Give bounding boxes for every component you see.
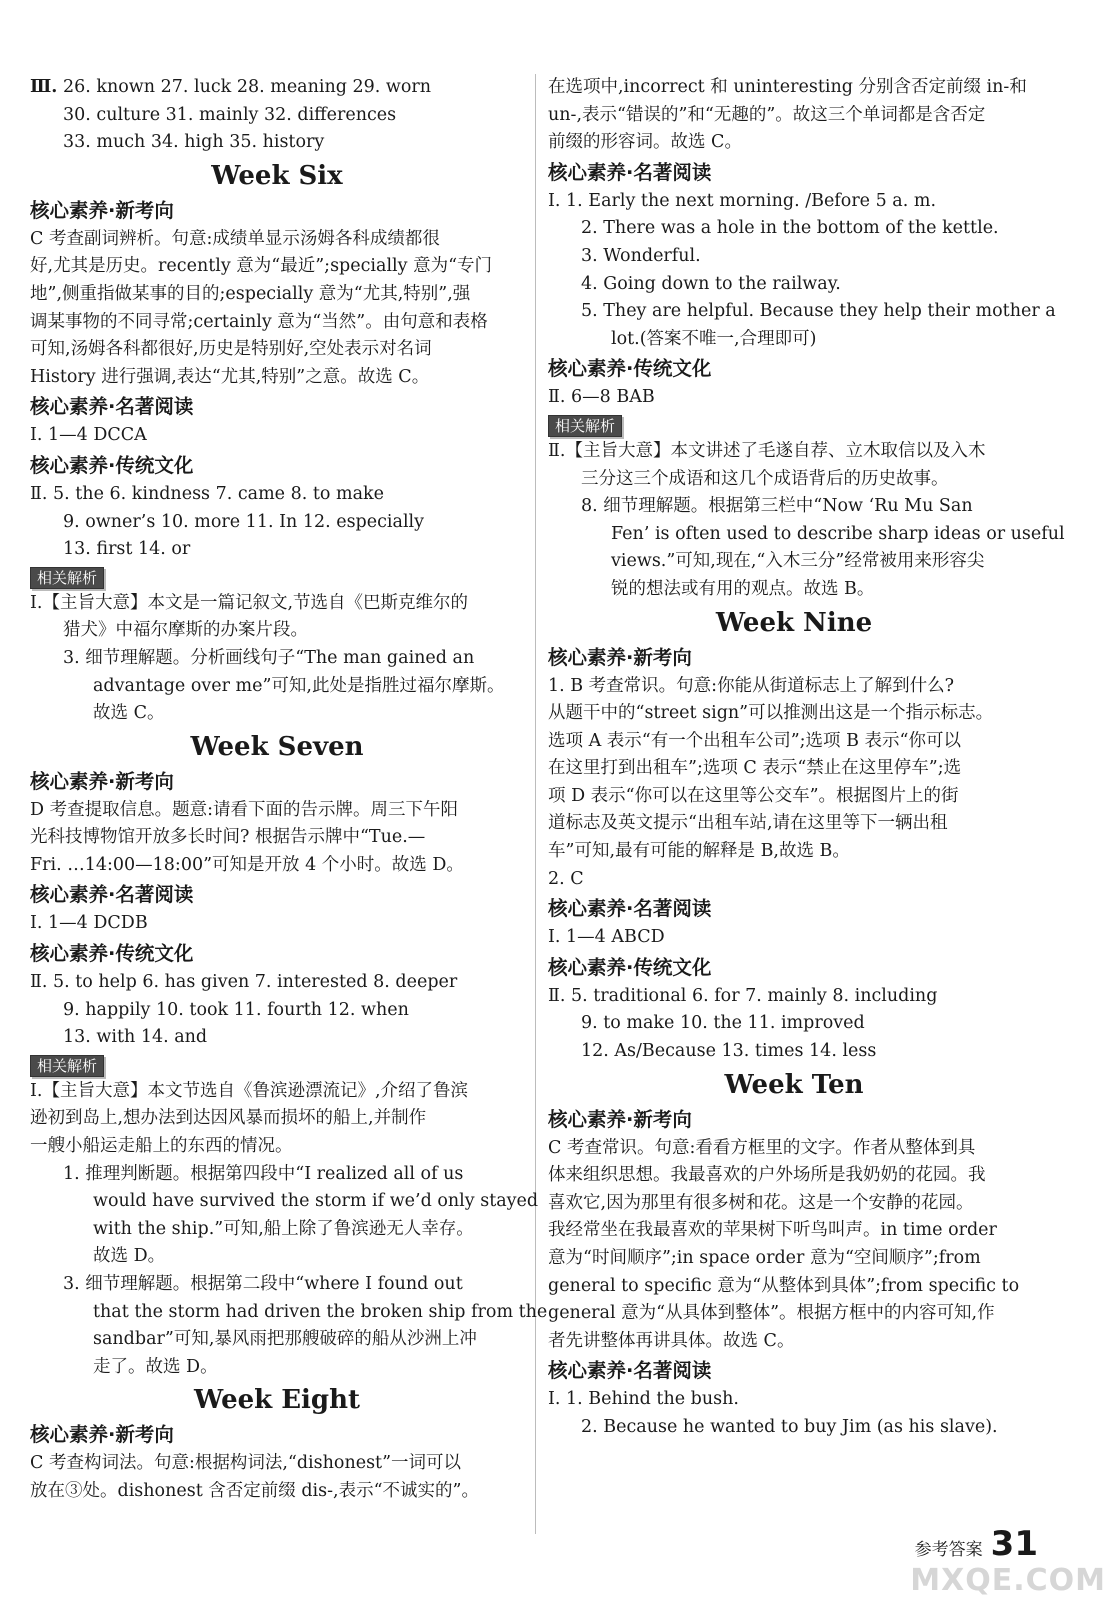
text-line: general to specific 意为“从整体到具体”;from specific to: [548, 1275, 1020, 1296]
answer-line: 2. C: [548, 868, 584, 889]
section-heading: 核心素养·传统文化: [548, 357, 712, 381]
text-line: Ⅰ.【主旨大意】本文是一篇记叙文,节选自《巴斯克维尔的: [30, 592, 469, 613]
text-line: 3. 细节理解题。根据第二段中“where I found out: [63, 1274, 463, 1294]
answer-line: 9. happily 10. took 11. fourth 12. when: [63, 999, 409, 1020]
text-line: 者先讲整体再讲具体。故选 C。: [548, 1330, 795, 1351]
answer-line: Ⅰ. 1. Behind the bush.: [548, 1389, 739, 1410]
analysis-tag: 相关解析: [548, 415, 622, 437]
text-line: 项 D 表示“你可以在这里等公交车”。根据图片上的街: [548, 785, 959, 806]
text-line: D 考查提取信息。题意:请看下面的告示牌。周三下午阳: [30, 799, 458, 820]
section-heading: 核心素养·新考向: [548, 645, 692, 669]
watermark: MXQE.COM: [910, 1563, 1106, 1598]
answer-line: Ⅰ. 1—4 DCDB: [30, 913, 148, 934]
text-line: 前缀的形容词。故选 C。: [548, 132, 742, 153]
text-line: 一艘小船运走船上的东西的情况。: [30, 1136, 293, 1157]
answer-line: 3. Wonderful.: [581, 245, 701, 266]
analysis-tag: 相关解析: [30, 567, 104, 589]
answer-line: Ⅰ. 1—4 ABCD: [548, 927, 665, 948]
text-line: 放在③处。dishonest 含否定前缀 dis-,表示“不诚实的”。: [30, 1480, 480, 1501]
text-line: 光科技博物馆开放多长时间? 根据告示牌中“Tue.—: [30, 827, 426, 848]
text-line: 在选项中,incorrect 和 uninteresting 分别含否定前缀 in-和: [548, 77, 1027, 97]
answer-line: Ⅱ. 5. traditional 6. for 7. mainly 8. including: [548, 985, 938, 1006]
text-line: C 考查常识。句意:看看方框里的文字。作者从整体到具: [548, 1137, 976, 1158]
text-line: 我经常坐在我最喜欢的苹果树下听鸟叫声。in time order: [548, 1220, 997, 1241]
section-heading: 核心素养·传统文化: [548, 955, 712, 979]
text-line: 体来组织思想。我最喜欢的户外场所是我奶奶的花园。我: [548, 1165, 986, 1186]
text-line: 逊初到岛上,想办法到达因风暴而损坏的船上,并制作: [30, 1108, 427, 1129]
week-title: Week Six: [211, 160, 343, 191]
answer-line: lot.(答案不唯一,合理即可): [611, 328, 817, 349]
text-line: C 考查副词辨析。句意:成绩单显示汤姆各科成绩都很: [30, 228, 440, 249]
text-line: Fri. …14:00—18:00”可知是开放 4 个小时。故选 D。: [30, 854, 464, 875]
answer-line: 13. with 14. and: [63, 1027, 208, 1048]
text-line: History 进行强调,表达“尤其,特别”之意。故选 C。: [30, 366, 430, 387]
answer-line: 13. first 14. or: [63, 539, 191, 560]
answer-line: 30. culture 31. mainly 32. differences: [63, 104, 397, 125]
text-line: 在这里打到出租车”;选项 C 表示“禁止在这里停车”;选: [548, 758, 962, 779]
text-line: 故选 C。: [93, 703, 165, 724]
section-heading: 核心素养·新考向: [30, 769, 174, 793]
text-line: sandbar”可知,暴风雨把那艘破碎的船从沙洲上冲: [93, 1329, 477, 1350]
week-title: Week Nine: [715, 607, 873, 638]
section-heading: 核心素养·传统文化: [30, 453, 194, 477]
text-line: Fen’ is often used to describe sharp ideas or useful: [611, 523, 1065, 544]
answer-line: Ⅱ. 5. the 6. kindness 7. came 8. to make: [30, 483, 384, 504]
text-line: 故选 D。: [93, 1246, 166, 1267]
text-line: 道标志及英文提示“出租车站,请在这里等下一辆出租: [548, 813, 948, 834]
text-line: 调某事物的不同寻常;certainly 意为“当然”。由句意和表格: [30, 311, 488, 332]
text-line: 3. 细节理解题。分析画线句子“The man gained an: [63, 647, 475, 668]
text-line: with the ship.”可知,船上除了鲁滨逊无人幸存。: [93, 1218, 474, 1239]
answer-line: 5. They are helpful. Because they help their mother a: [581, 301, 1056, 322]
text-line: 从题干中的“street sign”可以推测出这是一个指示标志。: [548, 703, 994, 724]
section-heading: 核心素养·名著阅读: [30, 395, 194, 419]
text-line: Ⅰ.【主旨大意】本文节选自《鲁滨逊漂流记》,介绍了鲁滨: [30, 1080, 469, 1101]
section-heading: 核心素养·新考向: [30, 1423, 174, 1447]
answer-line: 2. There was a hole in the bottom of the kettle.: [581, 218, 999, 239]
text-line: 走了。故选 D。: [93, 1356, 218, 1377]
text-line: un-,表示“错误的”和“无趣的”。故这三个单词都是含否定: [548, 104, 986, 125]
answer-line: 4. Going down to the railway.: [581, 273, 841, 294]
answer-line: 2. Because he wanted to buy Jim (as his slave).: [581, 1416, 998, 1437]
text-line: 1. B 考查常识。句意:你能从街道标志上了解到什么?: [548, 675, 954, 696]
text-line: 意为“时间顺序”;in space order 意为“空间顺序”;from: [548, 1248, 981, 1268]
text-line: 车”可知,最有可能的解释是 B,故选 B。: [548, 841, 850, 862]
text-line: 猎犬》中福尔摩斯的办案片段。: [63, 620, 308, 641]
text-line: 1. 推理判断题。根据第四段中“I realized all of us: [63, 1163, 464, 1184]
text-line: Ⅱ.【主旨大意】本文讲述了毛遂自荐、立木取信以及入木: [548, 440, 986, 461]
text-line: 地”,侧重指做某事的目的;especially 意为“尤其,特别”,强: [30, 283, 471, 304]
answer-line: Ⅱ. 6—8 BAB: [548, 387, 655, 408]
text-line: 可知,汤姆各科都很好,历史是特别好,空处表示对名词: [30, 339, 432, 360]
answer-line: 9. owner’s 10. more 11. In 12. especially: [63, 511, 425, 532]
section-heading: 核心素养·名著阅读: [548, 160, 712, 184]
week-title: Week Ten: [724, 1069, 864, 1100]
text-line: 喜欢它,因为那里有很多树和花。这是一个安静的花园。: [548, 1192, 974, 1213]
left-column: [30, 74, 548, 1506]
page-number: 31: [990, 1524, 1038, 1564]
week-title: Week Eight: [193, 1385, 361, 1416]
text-line: views.”可知,现在,“入木三分”经常被用来形容尖: [611, 551, 985, 572]
answer-line: 9. to make 10. the 11. improved: [581, 1013, 865, 1034]
text-line: 三分这三个成语和这几个成语背后的历史故事。: [581, 468, 949, 489]
answer-line: 12. As/Because 13. times 14. less: [581, 1041, 877, 1062]
answer-line: Ⅰ. 1—4 DCCA: [30, 425, 147, 446]
answer-line: Ⅲ. 26. known 27. luck 28. meaning 29. worn: [30, 77, 432, 97]
text-line: would have survived the storm if we’d only stayed: [93, 1191, 539, 1212]
answer-line: Ⅰ. 1. Early the next morning. /Before 5 a. m.: [548, 190, 937, 211]
week-title: Week Seven: [190, 731, 364, 762]
section-heading: 核心素养·名著阅读: [548, 897, 712, 921]
text-line: 锐的想法或有用的观点。故选 B。: [611, 578, 875, 599]
answer-line: Ⅱ. 5. to help 6. has given 7. interested 8. deeper: [30, 972, 458, 993]
text-line: general 意为“从具体到整体”。根据方框中的内容可知,作: [548, 1303, 995, 1324]
footer-label: 参考答案: [914, 1540, 983, 1560]
text-line: advantage over me”可知,此处是指胜过福尔摩斯。: [93, 675, 505, 696]
text-line: 好,尤其是历史。recently 意为“最近”;specially 意为“专门: [30, 256, 493, 277]
text-line: 8. 细节理解题。根据第三栏中“Now ‘Ru Mu San: [581, 496, 973, 517]
right-column: [548, 74, 1065, 1442]
text-line: C 考查构词法。句意:根据构词法,“dishonest”一词可以: [30, 1453, 462, 1474]
section-heading: 核心素养·名著阅读: [30, 883, 194, 907]
section-heading: 核心素养·新考向: [30, 198, 174, 222]
answer-line: 33. much 34. high 35. history: [63, 132, 325, 153]
text-line: 选项 A 表示“有一个出租车公司”;选项 B 表示“你可以: [548, 730, 961, 751]
page-footer: [915, 1524, 1038, 1564]
section-heading: 核心素养·新考向: [548, 1107, 692, 1131]
section-heading: 核心素养·传统文化: [30, 942, 194, 966]
analysis-tag: 相关解析: [30, 1055, 104, 1077]
text-line: that the storm had driven the broken ship from the: [93, 1301, 548, 1322]
section-heading: 核心素养·名著阅读: [548, 1359, 712, 1383]
